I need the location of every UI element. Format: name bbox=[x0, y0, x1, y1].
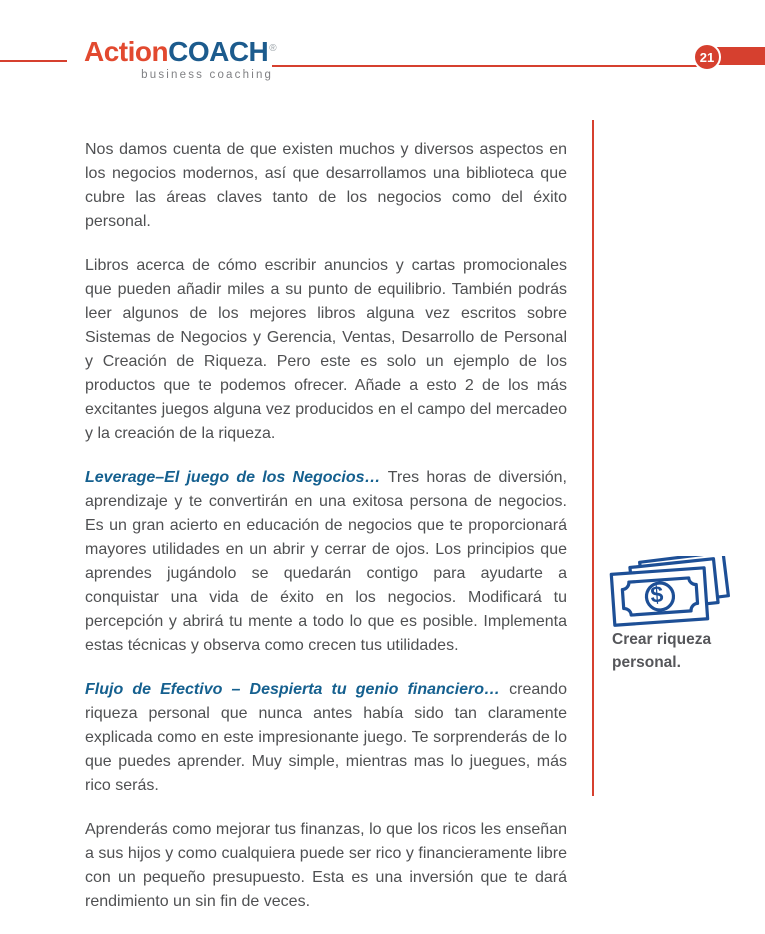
logo-wordmark bbox=[84, 38, 276, 66]
paragraph-library bbox=[85, 254, 567, 446]
paragraph-leverage-game bbox=[85, 466, 567, 658]
paragraph-cashflow-game bbox=[85, 678, 567, 798]
header-rule bbox=[272, 65, 702, 67]
paragraph-text: Aprenderás como mejorar tus finanzas, lo que los ricos les enseñan a sus hijos y como cualquiera puede ser rico y financieramente libre con un pequeño presupuesto. Esta es una inversión que te dará rendimiento un sin fin de veces. bbox=[85, 821, 567, 910]
paragraph-intro bbox=[85, 138, 567, 234]
sidebar-caption: Crear riqueza personal. bbox=[612, 631, 712, 671]
paragraph-text: Libros acerca de cómo escribir anuncios y cartas promocionales que pueden añadir miles a su punto de equilibrio. También podrás leer algunos de los mejores libros alguna vez escritos sobre Sistemas de Negocios y Gerencia, Ventas, Desarrollo de Personal y Creación de Riqueza. Pero este es solo un ejemplo de los productos que te podemos ofrecer. Añade a esto 2 de los más excitantes juegos alguna vez producidos en el campo del mercadeo y la creación de la riqueza. bbox=[85, 257, 567, 442]
logo-tagline: business coaching bbox=[141, 69, 274, 81]
body-text-column bbox=[85, 138, 567, 934]
logo-coach-text: COACH bbox=[168, 36, 269, 67]
leverage-game-title: Leverage– bbox=[85, 469, 165, 486]
sidebar-divider-rule bbox=[592, 120, 594, 796]
paragraph-finances bbox=[85, 818, 567, 914]
cashflow-game-subtitle: Despierta tu genio financiero… bbox=[249, 681, 510, 698]
header-left-rule bbox=[0, 60, 67, 62]
leverage-game-subtitle: El juego de los Negocios… bbox=[164, 469, 388, 486]
logo-action-text: Action bbox=[84, 36, 169, 67]
paragraph-text: Tres horas de diversión, aprendizaje y te convertirán en una exitosa persona de negocios. Es un gran acierto en educación de negocios que te proporcionará mayores utilidades en un abrir y cerrar de ojos. Los principios que aprendes jugándolo se quedarán contigo para ayudarte a conquistar una vida de éxito en los negocios. Modificará tu percepción y abrirá tu mente a todo lo que es posible. Implementa estas técnicas y observa como crecen tus utilidades. bbox=[85, 469, 567, 654]
paragraph-text: creando riqueza personal que nunca antes había sido tan claramente explicada como en este impresionante juego. Te sorprenderás de lo que puedes aprender. Muy simple, mientras mas lo juegues, más rico serás. bbox=[85, 681, 567, 794]
paragraph-text: Nos damos cuenta de que existen muchos y diversos aspectos en los negocios modernos, así que desarrollamos una biblioteca que cubre las áreas claves tanto de los negocios como del éxito personal. bbox=[85, 141, 567, 230]
dollar-sign-glyph: $ bbox=[649, 580, 665, 608]
page-number-badge: 21 bbox=[693, 43, 721, 71]
actioncoach-logo bbox=[84, 38, 276, 82]
registered-trademark-icon: ® bbox=[269, 42, 277, 54]
cashflow-game-title: Flujo de Efectivo – bbox=[85, 681, 250, 698]
money-bills-icon bbox=[608, 556, 730, 628]
